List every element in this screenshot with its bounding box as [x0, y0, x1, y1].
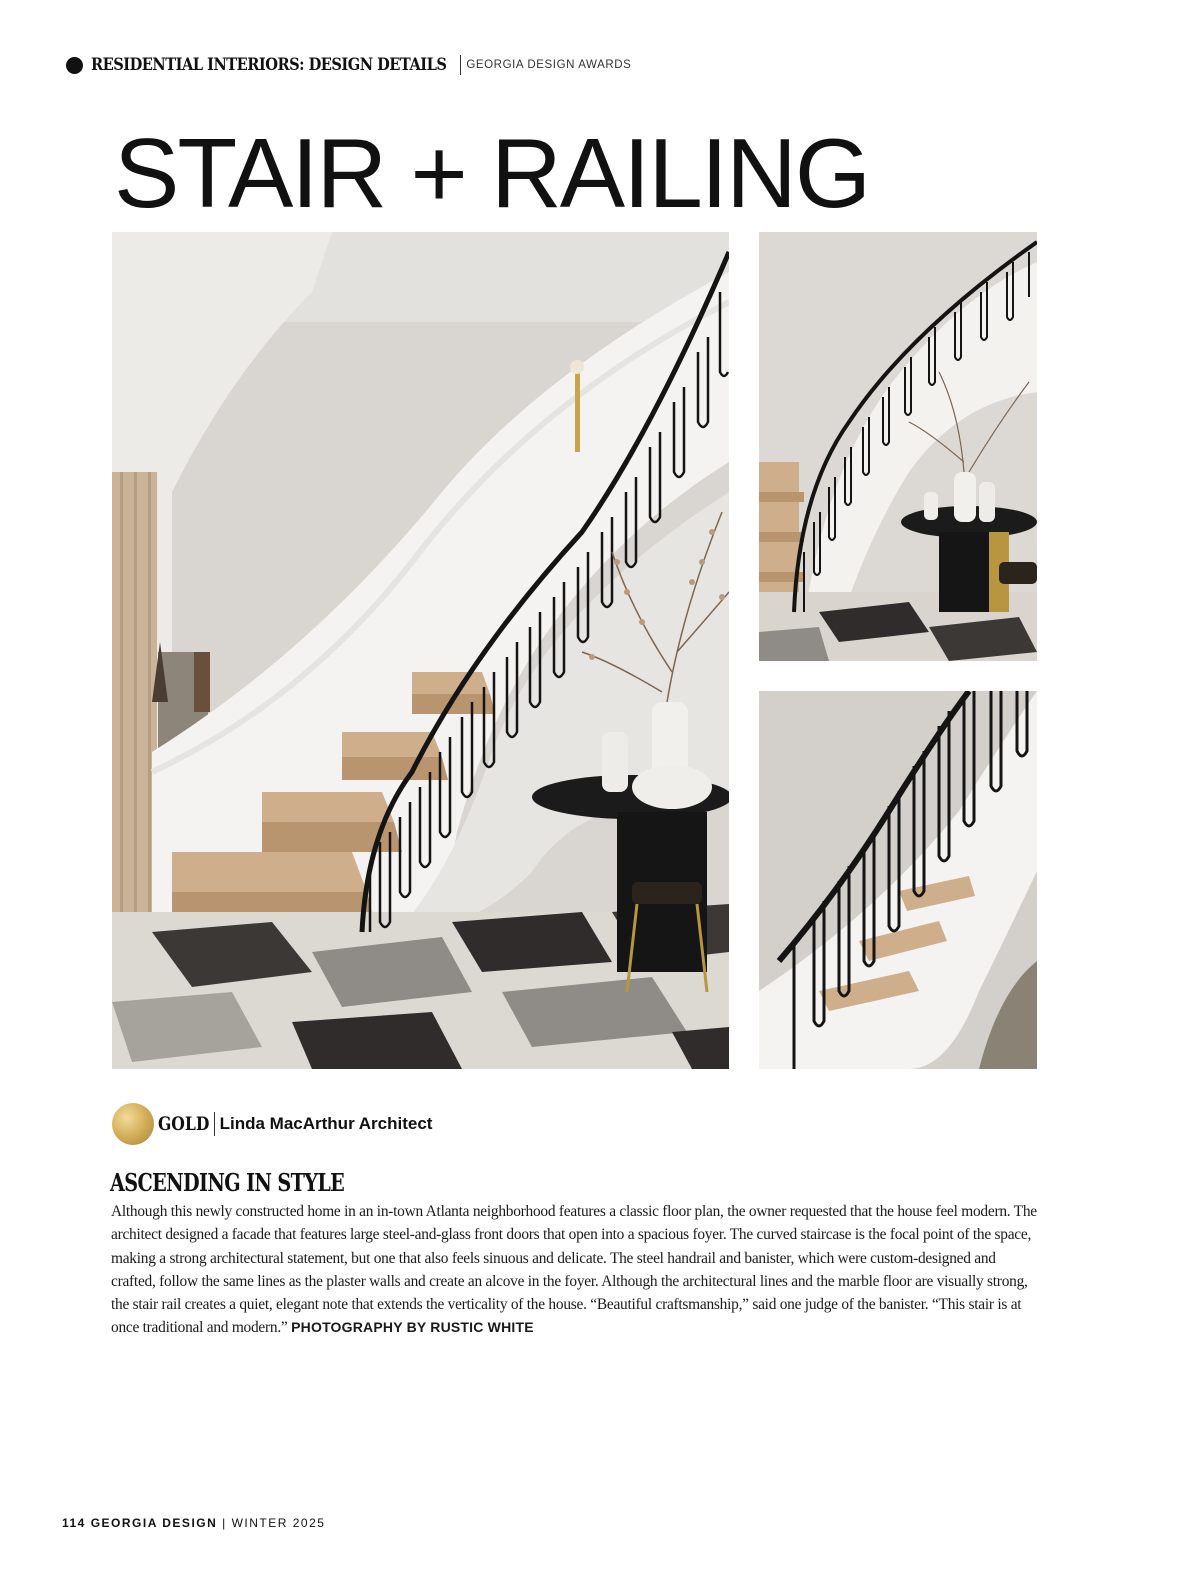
page-number: 114	[62, 1516, 86, 1530]
alcove-illustration	[759, 232, 1037, 661]
award-program-label: GEORGIA DESIGN AWARDS	[466, 59, 632, 71]
photo-credit: PHOTOGRAPHY BY RUSTIC WHITE	[291, 1319, 534, 1336]
section-kicker	[66, 52, 631, 78]
page-headline: STAIR + RAILING	[114, 118, 870, 228]
page-footer	[62, 1516, 325, 1530]
award-divider	[214, 1112, 215, 1136]
footer-divider: |	[222, 1516, 227, 1530]
bullet-dot-icon	[66, 57, 83, 74]
award-level: GOLD	[158, 1113, 210, 1135]
story-title: ASCENDING IN STYLE	[110, 1168, 345, 1197]
staircase-illustration	[112, 232, 729, 1069]
kicker-divider	[460, 55, 461, 75]
railing-illustration	[759, 691, 1037, 1069]
publication-name: GEORGIA DESIGN	[90, 1516, 218, 1530]
story-body-text: Although this newly constructed home in an in-town Atlanta neighborhood features a classic floor plan, the owner requested that the house feel modern. The architect designed a facade that features large steel-and-glass front doors that open into a spacious foyer. The curved staircase is the focal point of the space, making a strong architectural statement, but one that also feels sinuous and delicate. The steel handrail and banister, which were custom-designed and crafted, follow the same lines as the plaster walls and create an alcove in the foyer. Although the architectural lines and the marble floor are visually strong, the stair rail creates a quiet, elegant note that extends the verticality of the house. “Beautiful craftsmanship,” said one judge of the banister. “This stair is at once traditional and modern.”	[111, 1203, 1037, 1337]
photo-staircase-alcove	[759, 232, 1037, 661]
firm-name: Linda MacArthur Architect	[219, 1114, 433, 1133]
gold-medal-icon	[112, 1103, 154, 1145]
section-label: RESIDENTIAL INTERIORS: DESIGN DETAILS	[91, 55, 447, 75]
photo-railing-detail	[759, 691, 1037, 1069]
award-line	[112, 1103, 432, 1145]
story-body	[111, 1200, 1041, 1340]
issue-label: WINTER 2025	[231, 1516, 326, 1530]
photo-main-staircase	[112, 232, 729, 1069]
